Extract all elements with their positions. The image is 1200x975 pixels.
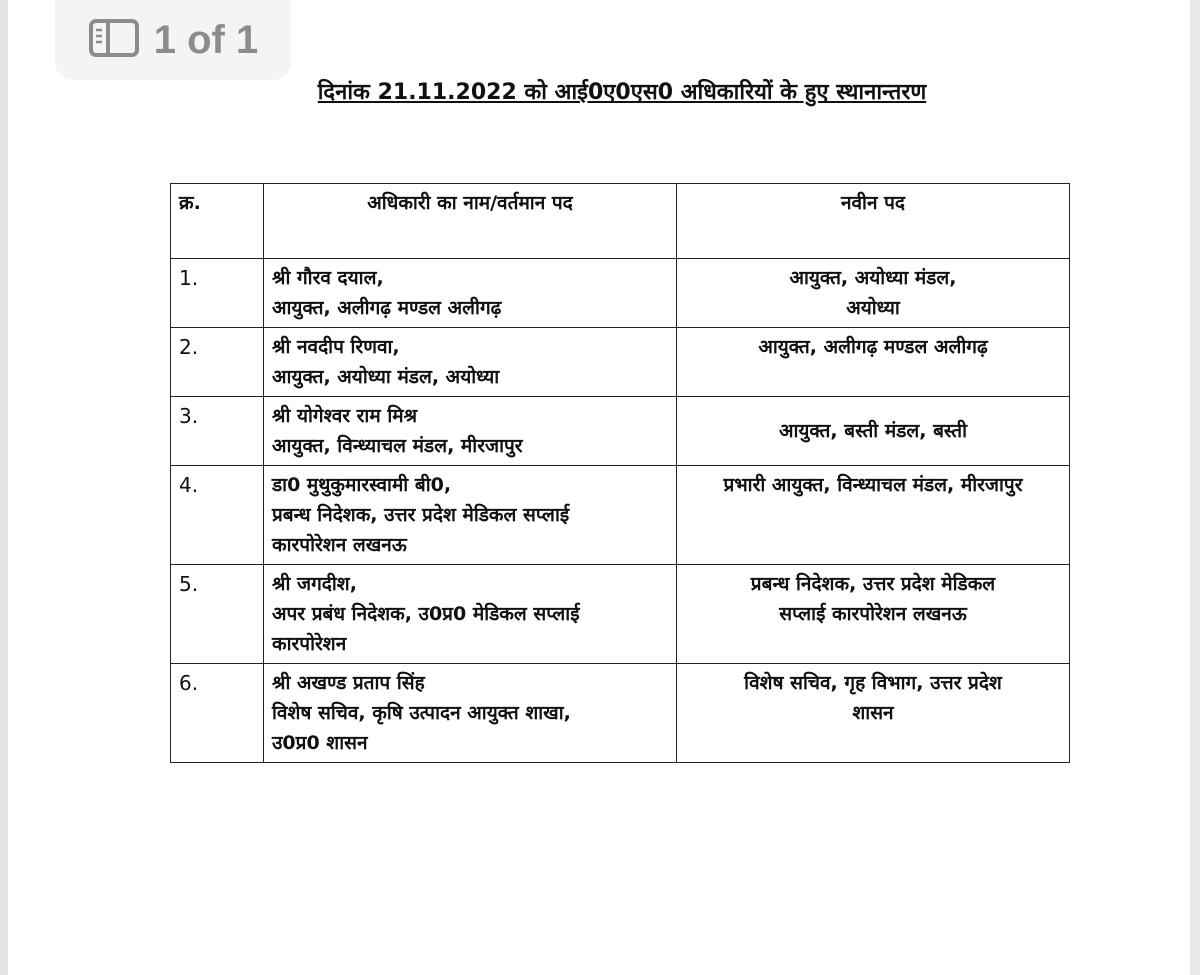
new-post-cell [677,328,1070,397]
officer-cell [264,328,677,397]
current-post: विशेष सचिव, कृषि उत्पादन आयुक्त शाखा, [272,702,571,724]
current-post: अपर प्रबंध निदेशक, उ0प्र0 मेडिकल सप्लाई [272,603,580,625]
table-row [171,397,1070,466]
officer-cell [264,664,677,763]
new-post-cont: शासन [852,702,894,724]
current-post-cont: कारपोरेशन लखनऊ [272,534,407,556]
current-post-cont: उ0प्र0 शासन [272,732,368,754]
table-row [171,466,1070,565]
current-post-cont: कारपोरेशन [272,633,347,655]
officer-name: श्री नवदीप रिणवा, [272,336,400,358]
new-post: आयुक्त, अयोध्या मंडल, [789,267,957,289]
current-post: प्रबन्ध निदेशक, उत्तर प्रदेश मेडिकल सप्लाई [272,504,570,526]
table-row [171,565,1070,664]
officer-cell [264,565,677,664]
new-post-cell [677,397,1070,466]
table-row [171,259,1070,328]
table-header-row [171,184,1070,259]
new-post-cont: सप्लाई कारपोरेशन लखनऊ [779,603,967,625]
new-post-cont: अयोध्या [846,297,900,319]
new-post-cell [677,259,1070,328]
serial-cell: 4. [171,466,264,565]
officer-name: श्री गौरव दयाल, [272,267,384,289]
serial-cell: 6. [171,664,264,763]
serial-cell: 3. [171,397,264,466]
new-post-cell [677,664,1070,763]
document-title: दिनांक 21.11.2022 को आई0ए0एस0 अधिकारियों के हुए स्थानान्तरण [317,80,927,105]
sidebar-icon [88,18,140,62]
current-post: आयुक्त, विन्ध्याचल मंडल, मीरजापुर [272,435,523,457]
current-post: आयुक्त, अयोध्या मंडल, अयोध्या [272,366,500,388]
new-post: प्रभारी आयुक्त, विन्ध्याचल मंडल, मीरजापुर [723,474,1023,496]
officer-cell [264,466,677,565]
officer-name: श्री योगेश्वर राम मिश्र [272,405,418,427]
officer-cell [264,259,677,328]
header-new-post: नवीन पद [677,184,1070,259]
officer-name: श्री जगदीश, [272,573,357,595]
officer-name: श्री अखण्ड प्रताप सिंह [272,672,425,694]
serial-cell: 5. [171,565,264,664]
header-officer-current-post: अधिकारी का नाम/वर्तमान पद [264,184,677,259]
new-post: प्रबन्ध निदेशक, उत्तर प्रदेश मेडिकल [750,573,996,595]
new-post: आयुक्त, अलीगढ़ मण्डल अलीगढ़ [758,336,988,358]
viewer-left-edge [0,0,8,975]
serial-cell: 1. [171,259,264,328]
new-post: आयुक्त, बस्ती मंडल, बस्ती [778,420,968,442]
officer-cell [264,397,677,466]
page-indicator-button[interactable] [55,0,291,80]
serial-cell: 2. [171,328,264,397]
viewer-right-edge [1190,0,1200,975]
new-post-cell [677,565,1070,664]
new-post-cell [677,466,1070,565]
new-post: विशेष सचिव, गृह विभाग, उत्तर प्रदेश [744,672,1002,694]
current-post: आयुक्त, अलीगढ़ मण्डल अलीगढ़ [272,297,502,319]
header-serial: क्र. [171,184,264,259]
table-row [171,328,1070,397]
page-count: 1 of 1 [153,17,259,62]
transfer-table [170,183,1070,763]
officer-name: डा0 मुथुकुमारस्वामी बी0, [272,474,452,496]
table-row [171,664,1070,763]
